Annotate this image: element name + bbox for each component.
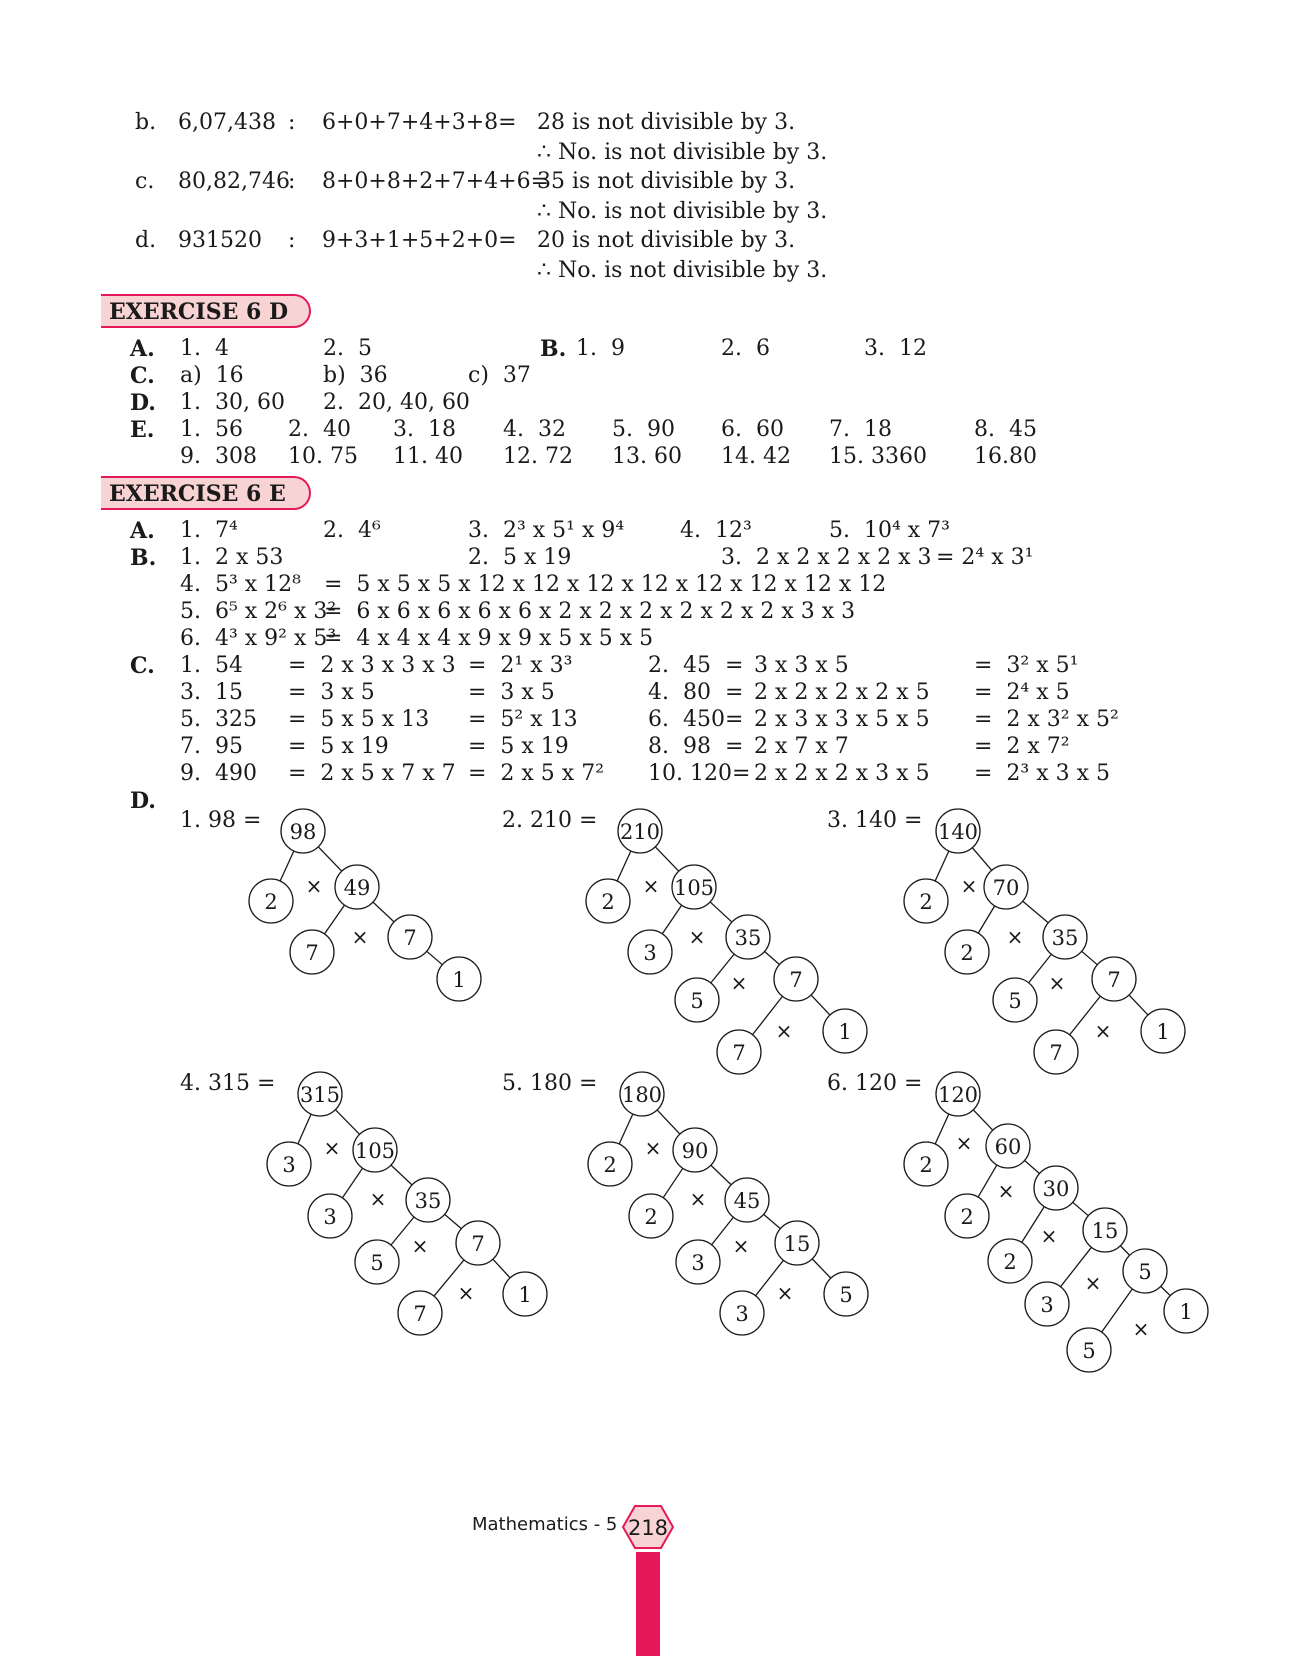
times-sign: × [457,1281,475,1305]
times-sign: × [688,925,706,949]
row-colon: : [288,110,296,135]
c-row-cell: 8. 98 = [648,734,744,759]
tree-node-value: 180 [621,1083,663,1107]
answer: 3. 18 [393,417,456,442]
tree-node-value: 1 [452,968,466,992]
tree-node-value: 60 [994,1135,1022,1159]
tree-edge [710,902,732,922]
answer: 1. 4 [180,336,229,361]
row-label: b. [135,110,157,135]
tree-node-value: 70 [992,876,1020,900]
row-conclusion: ∴ No. is not divisible by 3. [537,199,828,224]
times-sign: × [997,1179,1015,1203]
tree-node-value: 7 [1107,968,1121,992]
answer: = 2⁴ x 3¹ [936,545,1034,570]
tree-edge [973,1110,993,1130]
times-sign: × [1048,971,1066,995]
tree-node-value: 98 [289,820,317,844]
c-row-cell: 3 x 3 x 5 [754,653,849,678]
tree-node-value: 5 [839,1283,853,1307]
tree-node-value: 3 [282,1153,296,1177]
answer: 6. 4³ x 9² x 5³ [180,626,337,651]
factor-tree-label: 6. 120 = [827,1071,923,1096]
answer: 3. 2³ x 5¹ x 9⁴ [468,518,625,543]
factor-tree [827,1071,1208,1372]
tree-node-value: 3 [643,941,657,965]
tree-node-value: 1 [1179,1300,1193,1324]
exercise-title: EXERCISE 6 E [109,481,286,507]
answer: 3. 12 [864,336,927,361]
tree-node-value: 90 [681,1139,709,1163]
tree-edge [978,1165,997,1197]
exercise-title: EXERCISE 6 D [109,299,289,325]
tree-node-value: 7 [403,926,417,950]
tree-edge [662,905,681,934]
row-result: 20 is not divisible by 3. [537,228,796,253]
tree-edge [619,1114,633,1144]
times-sign: × [642,874,660,898]
times-sign: × [775,1019,793,1043]
tree-node-value: 5 [1138,1260,1152,1284]
times-sign: × [644,1136,662,1160]
c-row-cell: 2 x 2 x 2 x 3 x 5 [754,761,930,786]
tree-node-value: 120 [937,1083,979,1107]
c-row-cell: 3. 15 [180,680,243,705]
tree-node-value: 210 [619,820,661,844]
tree-node-value: 2 [603,1153,617,1177]
c-row-cell: = 3 x 5 [288,680,375,705]
tree-edge [1120,1246,1129,1256]
answer: = 4 x 4 x 4 x 9 x 9 x 5 x 5 x 5 [324,626,654,651]
tree-node-value: 35 [414,1189,442,1213]
section-label: A. [130,518,155,544]
c-row-cell: = 2 x 7² [974,734,1070,759]
tree-node-value: 5 [1008,989,1022,1013]
tree-node-value: 105 [673,876,715,900]
times-sign: × [1084,1271,1102,1295]
tree-node-value: 3 [1040,1293,1054,1317]
times-sign: × [1040,1224,1058,1248]
answer: 1. 56 [180,417,243,442]
row-sum: 8+0+8+2+7+4+6= [322,169,550,194]
c-row-cell: 5. 325 [180,707,257,732]
tree-node-value: 140 [937,820,979,844]
answer: 15. 3360 [829,444,927,469]
tree-edge [335,1110,359,1135]
tree-node-value: 5 [690,989,704,1013]
tree-node-value: 2 [1003,1250,1017,1274]
tree-edge [657,1110,680,1134]
tree-node-value: 5 [370,1251,384,1275]
answer: 2. 5 [323,336,372,361]
tree-edge [1129,995,1148,1015]
answer: 10. 75 [288,444,358,469]
c-row-cell: = 2³ x 3 x 5 [974,761,1111,786]
c-row-cell: = 5² x 13 [468,707,578,732]
tree-edge [1025,1160,1040,1173]
c-row-cell: 10. 120= [648,761,751,786]
answer: 5. 6⁵ x 2⁶ x 3² [180,599,337,624]
page-number: 218 [627,1516,669,1540]
row-result: 35 is not divisible by 3. [537,169,796,194]
answer: 4. 5³ x 12⁸ [180,572,301,597]
row-sum: 9+3+1+5+2+0= [322,228,517,253]
tree-node-value: 2 [919,890,933,914]
c-row-cell: = 3² x 5¹ [974,653,1079,678]
factor-tree-label: 3. 140 = [827,808,923,833]
section-label: B. [130,545,157,571]
c-row-cell: = 2¹ x 3³ [468,653,573,678]
c-row-cell: = 2 x 5 x 7 x 7 [288,761,456,786]
answer: 1. 2 x 53 [180,545,284,570]
row-label: c. [135,169,155,194]
tree-node-value: 45 [733,1189,761,1213]
tree-edge [765,951,780,964]
answer: 3. 2 x 2 x 2 x 2 x 3 [721,545,932,570]
answer: 2. 6 [721,336,770,361]
tree-node-value: 3 [691,1251,705,1275]
section-label: C. [130,653,155,679]
tree-node-value: 7 [789,968,803,992]
c-row-cell: 2 x 7 x 7 [754,734,849,759]
section-label: B. [540,336,567,362]
answer: 6. 60 [721,417,784,442]
times-sign: × [960,874,978,898]
tree-node-value: 15 [783,1232,811,1256]
tree-node-value: 2 [960,1205,974,1229]
section-label: A. [130,336,155,362]
tree-node-value: 3 [323,1205,337,1229]
tree-edge [445,1214,462,1228]
factor-tree [180,808,481,1001]
tree-edge [373,902,394,922]
tree-node-value: 2 [644,1205,658,1229]
tree-edge [712,1217,734,1244]
times-sign: × [351,925,369,949]
tree-edge [391,1217,414,1245]
answer: 13. 60 [612,444,682,469]
factor-tree [180,1071,547,1335]
tree-edge [298,1114,311,1144]
tree-node-value: 2 [601,890,615,914]
c-row-cell: = 5 x 19 [468,734,569,759]
tree-node-value: 7 [413,1302,427,1326]
tree-node-value: 7 [1049,1041,1063,1065]
row-number: 6,07,438 [178,110,276,135]
tree-edge [1073,1202,1089,1215]
tree-edge [972,848,991,871]
answer: 2. 4⁶ [323,518,381,543]
factor-tree-label: 1. 98 = [180,808,262,833]
answer: 1. 9 [576,336,625,361]
tree-edge [811,995,830,1015]
tree-node-value: 315 [299,1083,341,1107]
times-sign: × [1006,925,1024,949]
tree-node-value: 1 [838,1020,852,1044]
c-row-cell: = 3 x 5 [468,680,555,705]
page-number-badge [622,1504,674,1550]
c-row-cell: 2 x 2 x 2 x 2 x 5 [754,680,930,705]
factor-tree [827,808,1185,1074]
tree-edge [764,1214,781,1228]
answer: 16.80 [974,444,1037,469]
answer: 12. 72 [503,444,573,469]
section-label: D. [130,788,156,814]
times-sign: × [955,1131,973,1155]
answer: 8. 45 [974,417,1037,442]
tree-node-value: 15 [1091,1219,1119,1243]
answer: 2. 20, 40, 60 [323,390,470,415]
times-sign: × [730,971,748,995]
answer: c) 37 [468,363,531,388]
tree-edge [1023,901,1048,923]
tree-node-value: 5 [1082,1339,1096,1363]
tree-edge [978,906,994,933]
tree-node-value: 1 [1156,1020,1170,1044]
row-number: 80,82,746 [178,169,290,194]
tree-edge [1102,1289,1133,1332]
tree-edge [655,847,678,871]
c-row-cell: 6. 450= [648,707,744,732]
tree-node-value: 35 [1051,926,1079,950]
tree-edge [663,1168,683,1197]
answer: = 6 x 6 x 6 x 6 x 6 x 2 x 2 x 2 x 2 x 2 x 2 x 3 x 3 [324,599,856,624]
factor-tree [502,1071,868,1335]
tree-edge [711,1165,731,1185]
row-colon: : [288,228,296,253]
c-row-cell: 2 x 3 x 3 x 5 x 5 [754,707,930,732]
tree-edge [391,1165,412,1185]
answer: 9. 308 [180,444,257,469]
times-sign: × [323,1136,341,1160]
tree-edge [342,1168,362,1198]
tree-node-value: 7 [732,1041,746,1065]
tree-node-value: 7 [471,1232,485,1256]
tree-edge [1082,951,1098,964]
c-row-cell: 9. 490 [180,761,257,786]
answer: 5. 10⁴ x 7³ [829,518,950,543]
times-sign: × [689,1187,707,1211]
section-label: E. [130,417,155,443]
row-sum: 6+0+7+4+3+8= [322,110,517,135]
answer: 1. 7⁴ [180,518,238,543]
tree-edge [493,1259,510,1278]
factor-tree [502,808,867,1074]
c-row-cell: 7. 95 [180,734,243,759]
answer: 1. 30, 60 [180,390,285,415]
times-sign: × [1132,1317,1150,1341]
row-result: 28 is not divisible by 3. [537,110,796,135]
tree-node-value: 105 [354,1139,396,1163]
tree-node-value: 1 [518,1283,532,1307]
answer: 7. 18 [829,417,892,442]
tree-node-value: 2 [960,941,974,965]
row-label: d. [135,228,157,253]
answer: 2. 5 x 19 [468,545,572,570]
answer: a) 16 [180,363,244,388]
answer: = 5 x 5 x 5 x 12 x 12 x 12 x 12 x 12 x 12 x 12 x 12 [324,572,887,597]
row-conclusion: ∴ No. is not divisible by 3. [537,258,828,283]
footer-subject: Mathematics - 5 [472,1514,618,1535]
row-number: 931520 [178,228,262,253]
factor-tree-label: 4. 315 = [180,1071,276,1096]
tree-edge [427,951,443,964]
times-sign: × [305,874,323,898]
tree-edge [812,1259,831,1278]
tree-node-value: 7 [305,941,319,965]
answer: 11. 40 [393,444,463,469]
c-row-cell: = 5 x 5 x 13 [288,707,430,732]
answer: b) 36 [323,363,388,388]
answer: 5. 90 [612,417,675,442]
tree-node-value: 35 [734,926,762,950]
tree-node-value: 2 [919,1153,933,1177]
factor-tree-label: 5. 180 = [502,1071,598,1096]
c-row-cell: = 2 x 3 x 3 x 3 [288,653,456,678]
section-label: D. [130,390,156,416]
tree-edge [935,1114,949,1144]
c-row-cell: = 2 x 5 x 7² [468,761,605,786]
tree-edge [325,905,345,934]
footer-accent-bar [636,1552,660,1656]
section-label: C. [130,363,155,389]
answer: 2. 40 [288,417,351,442]
tree-edge [617,851,631,881]
row-colon: : [288,169,296,194]
factor-tree-label: 2. 210 = [502,808,598,833]
times-sign: × [1094,1019,1112,1043]
tree-edge [935,851,949,881]
c-row-cell: = 5 x 19 [288,734,389,759]
c-row-cell: 4. 80 = [648,680,744,705]
tree-node-value: 2 [264,890,278,914]
times-sign: × [776,1281,794,1305]
answer: 4. 12³ [680,518,752,543]
c-row-cell: = 2⁴ x 5 [974,680,1070,705]
tree-edge [1161,1286,1171,1295]
c-row-cell: 1. 54 [180,653,243,678]
tree-edge [318,847,341,871]
tree-node-value: 30 [1042,1177,1070,1201]
answer: 14. 42 [721,444,791,469]
times-sign: × [369,1187,387,1211]
tree-node-value: 3 [735,1302,749,1326]
c-row-cell: = 2 x 3² x 5² [974,707,1119,732]
tree-node-value: 49 [343,876,371,900]
c-row-cell: 2. 45 = [648,653,744,678]
answer: 4. 32 [503,417,566,442]
row-conclusion: ∴ No. is not divisible by 3. [537,140,828,165]
tree-edge [280,851,294,881]
times-sign: × [411,1234,429,1258]
times-sign: × [732,1234,750,1258]
